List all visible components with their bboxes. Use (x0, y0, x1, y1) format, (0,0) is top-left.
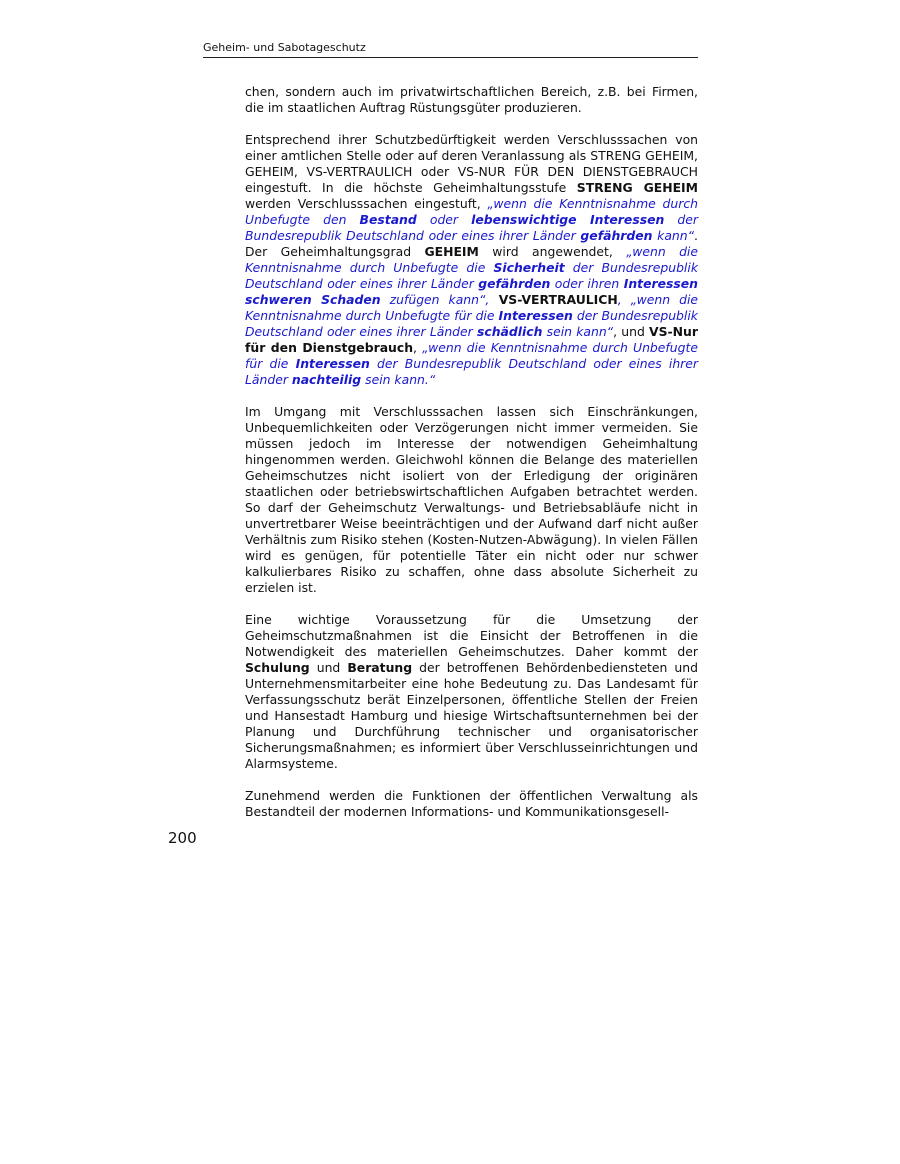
running-header (203, 41, 698, 58)
body-text (245, 84, 698, 820)
quote-vs-vertraulich: , „wenn die Kenntnisnahme durch Unbefugte für die Interessen der Bundesrepublik Deutschland oder eines ihrer Länder schädlich sein kann“ (245, 292, 699, 339)
p2-text: Entsprechend ihrer Schutzbedürftigkeit werden Verschlusssachen von einer amtlichen Stelle oder auf deren Veranlassung als STRENG GEHEIM, GEHEIM, VS-VERTRAULICH oder VS-NUR FÜR DEN DIENSTGEBRAUCH eingestuft. In die höchste Geheimhaltungsstufe (245, 132, 698, 195)
emphasis-nachteilig: nachteilig (291, 372, 362, 387)
quote-geheim: „wenn die Kenntnisnahme durch Unbefugte die Sicherheit der Bundesrepublik Deutschland oder eines ihrer Länder gefährden oder ihren Interessen schweren Schaden zufügen kann“, (245, 244, 699, 307)
term-schulung: Schulung (245, 660, 310, 675)
term-beratung: Beratung (347, 660, 413, 675)
emphasis-lebenswichtige-interessen: lebenswichtige Interessen (471, 212, 665, 227)
emphasis-interessen: Interessen (295, 356, 370, 371)
page-number: 200 (168, 829, 197, 847)
emphasis-bestand: Bestand (359, 212, 417, 227)
quote-vs-nur-fuer-den-dienstgebrauch: „wenn die Kenntnisnahme durch Unbefugte für die Interessen der Bundesrepublik Deutschland oder eines ihrer Länder nachteilig sein kann.“ (245, 340, 698, 387)
p2-text: . Der Geheimhaltungsgrad (245, 228, 698, 259)
emphasis-sicherheit: Sicherheit (493, 260, 565, 275)
term-geheim: GEHEIM (424, 244, 479, 259)
emphasis-gefaehrden: gefährden (580, 228, 653, 243)
paragraph-3: Im Umgang mit Verschlusssachen lassen sich Einschränkungen, Unbequemlichkeiten oder Verzögerungen nicht immer vermeiden. Sie müssen jedoch im Interesse der notwendigen Geheimhaltung hingenommen werden. Gleichwohl können die Belange des materiellen Geheimschutzes nicht isoliert von der Erledigung der originären staatlichen oder betriebswirtschaftlichen Aufgaben betrachtet werden. So darf der Geheimschutz Verwaltungs- und Betriebsabläufe nicht in unvertretbarer Weise beeinträchtigen und der Aufwand darf nicht außer Verhältnis zum Risiko stehen (Kosten-Nutzen-Abwägung). In vielen Fällen wird es genügen, für potentielle Täter ein nicht oder nur schwer kalkulierbares Risiko zu schaffen, ohne dass absolute Sicherheit zu erzielen ist. (245, 404, 698, 595)
p2-text: , und (613, 324, 650, 339)
p2-text: wird angewendet, (478, 244, 627, 259)
paragraph-4 (245, 612, 698, 772)
emphasis-gefaehrden: gefährden (478, 276, 551, 291)
quote-streng-geheim: „wenn die Kenntnisnahme durch Unbefugte den Bestand oder lebenswichtige Interessen der Bundesrepublik Deutschland oder eines ihrer Länder gefährden kann“ (245, 196, 698, 243)
paragraph-1: chen, sondern auch im privatwirtschaftlichen Bereich, z.B. bei Firmen, die im staatlichen Auftrag Rüstungsgüter produzieren. (245, 84, 698, 115)
paragraph-5: Zunehmend werden die Funktionen der öffentlichen Verwaltung als Bestandteil der modernen Informations- und Kommunikationsgesell- (245, 788, 698, 819)
running-header-title: Geheim- und Sabotageschutz (203, 41, 366, 54)
p4-text: und (309, 660, 348, 675)
term-vs-nur-fuer-den-dienstgebrauch: VS-Nur für den Dienstgebrauch (245, 324, 698, 355)
p2-text: , (413, 340, 423, 355)
p4-text: Eine wichtige Voraussetzung für die Umsetzung der Geheimschutzmaßnahmen ist die Einsicht der Betroffenen in die Notwendigkeit des materiellen Geheimschutzes. Daher kommt der (245, 612, 698, 659)
paragraph-2 (245, 132, 698, 388)
term-vs-vertraulich: VS-VERTRAULICH (489, 292, 618, 307)
p4-text: der betroffenen Behördenbediensteten und Unternehmensmitarbeiter eine hohe Bedeutung zu. Das Landesamt für Verfassungsschutz berät Einzelpersonen, öffentliche Stellen der Freien und Hansestadt Hamburg und hiesige Wirtschaftsunternehmen bei der Planung und Durchführung technischer und organisatorischer Sicherungsmaßnahmen; es informiert über Verschlusseinrichtungen und Alarmsysteme. (245, 660, 699, 771)
emphasis-schaedlich: schädlich (476, 324, 543, 339)
term-streng-geheim: STRENG GEHEIM (576, 180, 698, 195)
emphasis-interessen-schweren-schaden: Interessen schweren Schaden (245, 276, 698, 307)
p2-text: werden Verschlusssachen eingestuft, (245, 196, 488, 211)
emphasis-interessen: Interessen (498, 308, 573, 323)
